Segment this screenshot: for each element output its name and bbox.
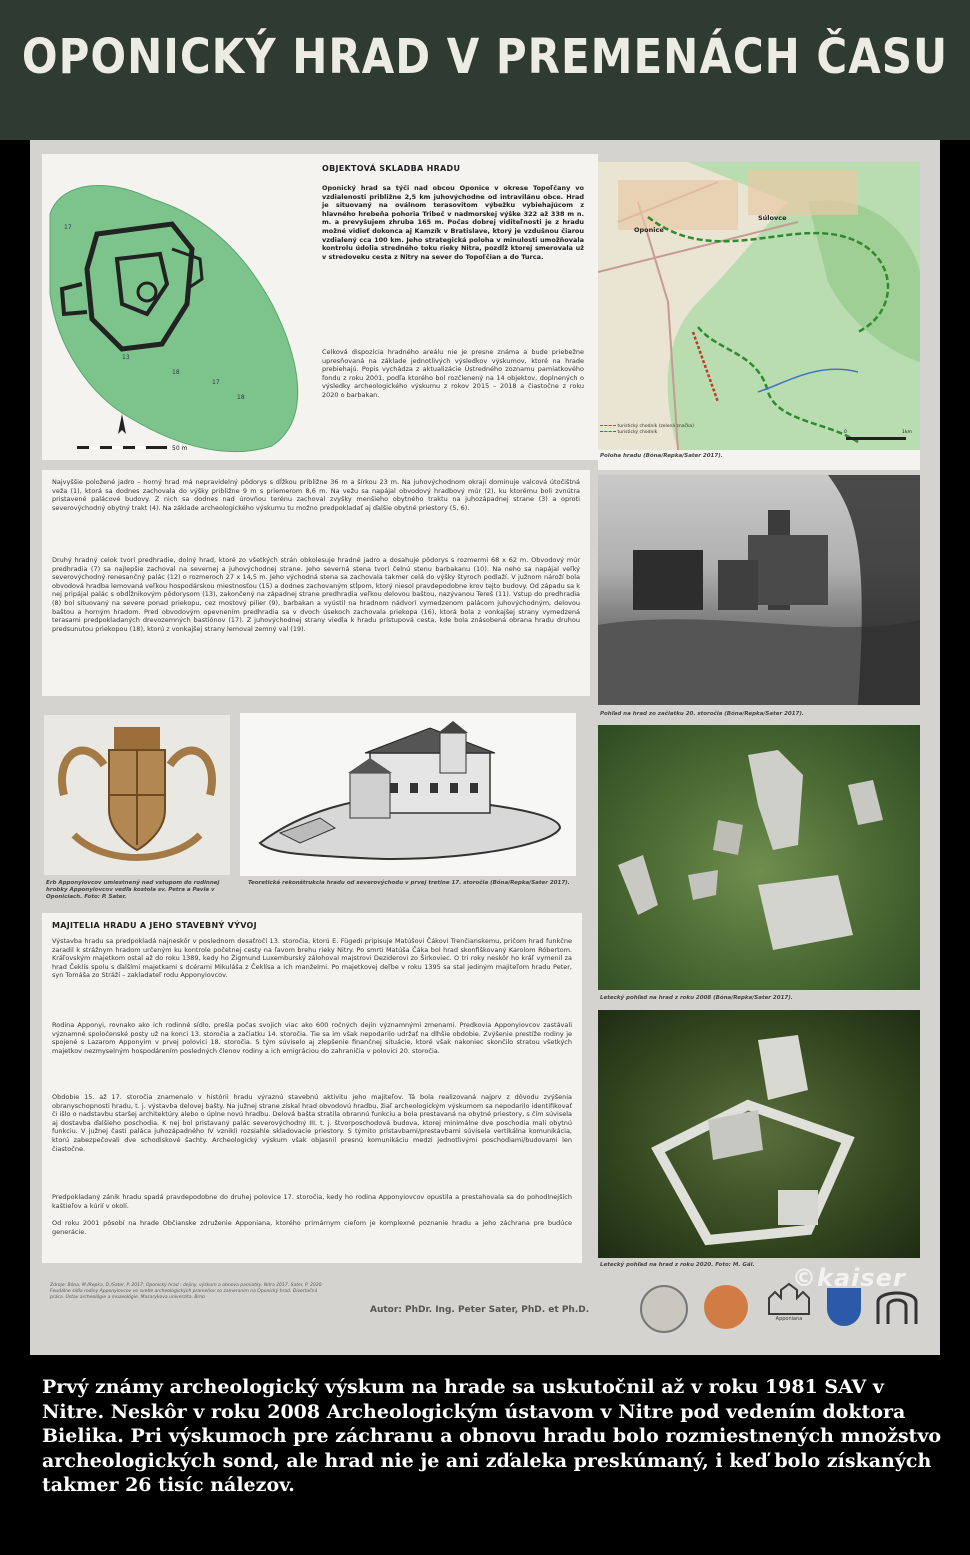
author: Autor: PhDr. Ing. Peter Sater, PhD. et Ph.D. [370,1305,590,1315]
aerial-photo-2020-caption: Letecký pohľad na hrad z roku 2020. Foto: M. Gál. [600,1262,755,1268]
aerial-photo-2008-caption: Letecký pohľad na hrad z roku 2008 (Bóna/Repka/Sater 2017). [600,995,793,1001]
history-paragraph-1: Výstavba hradu sa predpokladá najneskôr v poslednom desaťročí 13. storočia, ktorú E. Fügedi pripisuje Matúšovi Čákovi Trenčianskemu, pričom hrad funkčne zaradil k strážnym hradom určeným ku kontrole početnej cesty na ľavom brehu rieky Nitry. Po smrti Matúša Čáka bol hrad skonfiškovaný Karolom Róbertom. Kráľovským majetkom ostal až do roku 1389, kedy ho Žigmund Luxemburský zálohoval majstrovi Deziderovi zo Širkoviec. O tri roky neskôr ho kráľ vymenil za hrad Čeklís spolu s ďalšími majetkami s dcérami Mikuláša z Čeklísa a ich manželmi. Po majetkovej deľbe v roku 1395 sa stal jediným majiteľom hradu Peter, syn Tomáša zo Stráží – zakladateľ rodu Apponyiovcov. [52,937,572,980]
intro-panel [42,154,598,460]
north-arrow-icon [118,414,126,434]
plan-scale: 50 m [172,445,188,452]
seal-logo-icon [640,1285,688,1333]
legend-green-trail: turistický chodník (zelená značka) [617,424,695,429]
map-legend [600,424,740,436]
plan-label: 17 [212,379,220,386]
map-scale-start: 0 [844,430,847,435]
orange-circle-logo-icon [704,1285,748,1329]
section-heading-objects: OBJEKTOVÁ SKLADBA HRADU [322,164,461,173]
map-panel [598,162,920,470]
plan-label: 18 [237,394,245,401]
arch-logo-icon [874,1286,920,1326]
historic-photo [598,475,920,705]
map-scale-end: 1km [902,430,912,435]
intro-paragraph: Oponický hrad sa týči nad obcou Oponice v okrese Topoľčany vo vzdialenosti približne 2,5 km juhovýchodne od intravilánu obce. Hrad je situovaný na oválnom terasovitom výbežku vybiehajúcom z hlavného hrebeňa pohoria Tribeč v nadmorskej výške 322 až 338 m n. m. a prevyšujem zhruba 165 m. Počas dobrej viditeľnosti je z hradu možné vidieť dokonca aj Kamzík v Bratislave, ktorý je vzdušnou čiarou vzdialený cca 100 km. Jeho strategická poloha v minulosti umožňovala kontrolu údolia stredného toku rieky Nitra, pozdĺž ktorej smerovala už v stredoveku cesta z Nitry na sever do Topoľčian a do Turca. [322,184,584,261]
castle-plan-image [42,154,307,454]
info-board [30,140,940,1355]
aerial-photo-2008 [598,725,920,990]
plan-label: 13 [122,354,130,361]
aerial-photo-2020 [598,1010,920,1258]
history-paragraph-4: Predpokladaný zánik hradu spadá pravdepodobne do druhej polovice 17. storočia, kedy ho rodina Apponyiovcov opustila a prestahovala sa do pohodlnejších kaštieľov a kúrií v okolí. [52,1193,572,1210]
map-label-sulovce: Súlovce [758,214,787,222]
history-paragraph-5: Od roku 2001 pôsobí na hrade Občianske združenie Apponiana, ktorého primárnym cieľom je komplexné poznanie hradu a jeho záchrana pre budúce generácie. [52,1219,572,1236]
plan-label: 17 [64,224,72,231]
legend-trail: turistický chodník [617,430,658,435]
coat-of-arms-icon [827,1288,861,1326]
crest-image [44,715,230,875]
section-heading-owners: MAJITELIA HRADU A JEHO STAVEBNÝ VÝVOJ [52,921,257,930]
plan-label: 18 [172,369,180,376]
lower-castle-paragraph: Druhý hradný celok tvorí predhradie, dolný hrad, ktoré zo všetkých strán obkolesuje hradné jadro a dosahuje pôdorys s rozmermi 68 x 62 m. Obvodový múr predhradia (7) sa najlepšie zachoval na severnej a juhovýchodnej strane. Jeho severná stena tvorí čelnú stenu barbakanu (10). Na neho sa napájal veľký severovýchodný renesančný palác (12) o rozmeroch 27 x 14,5 m. Jeho východná stena sa zachovala takmer celá do výšky štyroch podlaží. V južnom nároží bola obvodová hradba lemovaná veľkou hospodárskou miestnosťou (15) a dodnes zachovaným stĺpom, ktorý niesol pravdepodobne krov tejto budovy. Od západu sa k nej pripájal palác s obdĺžnikovým pôdorysom (13), zakončený na západnej strane predhradia veľkou delovou baštou, nazývanou Tereš (11). Vstup do predhradia (8) bol situovaný na severe ponad priekopu, cez mostový pilier (9), barbakan a vyústil na hradnom nádvorí vymedzenom palácom juhovýchodným, delovou baštou a horným hradom. Pred obvodovým opevnením predhradia sa v dvoch úsekoch zachovala priekopa (16), ktorá bola z vonkajšej strany vymedzená terasami predpokladaných drevozemných bastiónov (17). Z juhovýchodnej strany viedla k hradu prístupová cesta, kde bola znásobená obrana hradu druhou predsunutou priekopou (18), ktorú z vonkajšej strany lemoval zemný val (19). [52,556,580,633]
map-scale-bar [846,437,906,440]
history-paragraph-2: Rodina Apponyi, rovnako ako ich rodinné sídlo, prešla počas svojich viac ako 600 ročných dejín významnými zmenami. Predkovia Apponyiovcov zastávali významné spoločenské posty už na konci 13. storočia a začiatku 14. storočia. Tie sa im však nepodarilo udržať na dlhšie obdobie. Zvýšenie prestíže rodiny je spojené s Lazarom Apponyim v prvej polovici 18. storočia. S tým súviselo aj zlepšenie finančnej situácie, ktoré však nakoniec skončilo stratou všetkých majetkov nezmyselným hospodárením posledných členov rodiny a ich emigráciou do zahraničia v polovici 20. storočia. [52,1021,572,1055]
description-panel [42,470,590,696]
page-title: OPONICKÝ HRAD V PREMENÁCH ČASU [21,28,949,85]
location-map-image [598,162,920,450]
map-caption: Poloha hradu (Bóna/Repka/Sater 2017). [600,453,723,459]
historic-photo-caption: Pohľad na hrad zo začiatku 20. storočia (Bóna/Repka/Sater 2017). [600,711,804,717]
references: Zdroje: Bóna, M./Repka, D./Sater, P. 2017: Oponický hrad : dejiny, výskum a obnova pamiatky. Nitra 2017. Sater, P. 2020: Feudálne sídla rodiny Apponyiovcov vo svetle archeologických prameňov so zameraním na Oponický hrad. Dizertačná práca. Ústav archeológie a muzeológie, Masarykova univerzita. Brno [50,1283,323,1300]
header-bar [0,0,970,140]
history-panel [42,913,582,1263]
caption-area [0,1355,970,1555]
history-paragraph-3: Obdobie 15. až 17. storočia znamenalo v histórii hradu výraznú stavebnú aktivitu jeho majiteľov. Tá bola realizovaná najprv z dôvodu zvýšenia obranyschopnosti hradu, t. j. výstavba delovej bašty. Na južnej strane získal hrad obvodovú hradbu, žiaľ archeologickým výskumom sa nepodarilo identifikovať či išlo o nadstavbu staršej architektúry alebo o úplne novú hradbu. Delová bašta stratila obrannú funkciu a bola prestavaná na obytné priestory, s čím súvisela aj dostavba ďalšieho poschodia. K nej bol pristavaný palác severovýchodný III. t. j. štvorposchodová budova, ktorej minimálne dve poschodia mali obytnú funkciu. V južnej časti paláca juhozápadného IV vznikli rozsiahle skladovacie priestory. S týmito prístavbami/prestavbami súvisela vertikálna komunikácia, ktorú zabezpečovali dve schodiskové šachty. Archeologický výskum však objasnil presnú komunikáciu medzi jednotlivými poschodiami/budovami len čiastočne. [52,1093,572,1153]
upper-castle-paragraph: Najvyššie položené jadro – horný hrad má nepravidelný pôdorys s dĺžkou približne 36 m a šírkou 23 m. Na juhovýchodnom okraji dominuje valcová útočištná veža (1), ktorá sa dodnes zachovala do výšky približne 9 m s priemerom 8,6 m. Na vežu sa napájal obvodový hradbový múr (2), ku ktorému boli zvnútra pristavené palácové budovy. Z nich sa dodnes nad úrovňou terénu zachoval zvyšky menšieho obytného traktu na juhozápadnej strane (3) a oproti severovýchodný obytný trakt (4). Na základe archeologického výskumu tu možno predpokladať aj ďalšie obytné priestory (5, 6). [52,478,580,512]
disposition-paragraph: Celková dispozícia hradného areálu nie je presne známa a bude priebežne upresňovaná na základe jednotlivých výsledkov výskumov, ktoré na hrade prebiehajú. Popis vychádza z aktualizácie Ústredného zoznamu pamiatkového fondu z roku 2001, podľa ktorého bol rozčlenený na 14 objektov, doplnených o výsledky archeologického výskumu z rokov 2015 – 2018 a čiastočne z roku 2020 o barbakan. [322,348,584,399]
reconstruction-caption: Teoretická rekonštrukcia hradu od severovýchodu v prvej tretine 17. storočia (Bóna/Repka/Sater 2017). [248,880,570,886]
apponiana-label: Apponiana [775,1316,803,1322]
watermark: ©kaiser [792,1264,906,1292]
reconstruction-image [240,713,576,876]
map-label-oponice: Oponice [634,226,664,234]
bottom-caption-text: Prvý známy archeologický výskum na hrade sa uskutočnil až v roku 1981 SAV v Nitre. Neskôr v roku 2008 Archeologickým ústavom v Nitre pod vedením doktora Bielika. Pri výskumoch pre záchranu a obnovu hradu bolo rozmiestnených množstvo archeologických sond, ale hrad nie je ani zďaleka preskúmaný, i keď bolo získaných takmer 26 tisíc nálezov. [42,1376,942,1496]
crest-caption: Erb Apponyiovcov umiestnený nad vstupom do rodinnej hrobky Apponyiovcov vedľa kostola sv. Petra a Pavla v Oponiciach. Foto: P. Sater. [46,880,220,900]
